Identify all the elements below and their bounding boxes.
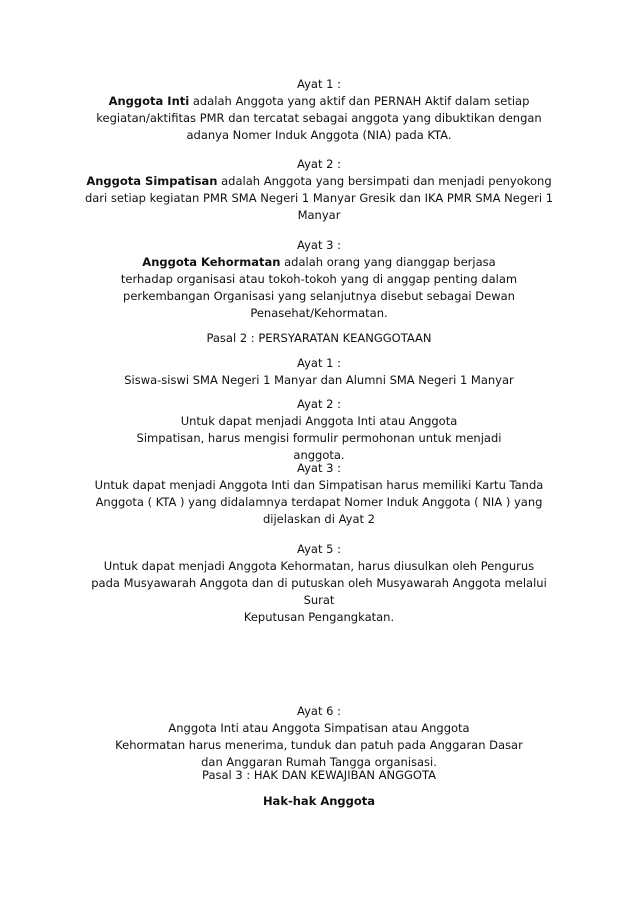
definition-line: Anggota Inti adalah Anggota yang aktif dan PERNAH Aktif dalam setiap [108, 94, 530, 108]
body-line: pada Musyawarah Anggota dan di putuskan oleh Musyawarah Anggota melalui [91, 576, 547, 590]
ayat-heading: Ayat 1 : [297, 77, 341, 91]
ayat-3-anggota-kehormatan [70, 237, 568, 322]
body-line: Anggota ( KTA ) yang didalamnya terdapat Nomer Induk Anggota ( NIA ) yang [95, 495, 543, 509]
pasal-3-title [70, 767, 568, 784]
pasal-2-ayat-1 [70, 355, 568, 389]
pasal-2-ayat-3 [66, 460, 572, 528]
pasal-2-ayat-6 [70, 703, 568, 771]
body-line: anggota. [293, 448, 345, 462]
pasal-2-ayat-2 [70, 396, 568, 464]
ayat-heading: Ayat 3 : [297, 461, 341, 475]
body-line: Untuk dapat menjadi Anggota Inti dan Simpatisan harus memiliki Kartu Tanda [94, 478, 544, 492]
pasal-heading: Pasal 3 : HAK DAN KEWAJIBAN ANGGOTA [202, 768, 436, 782]
pasal-2-ayat-5 [66, 541, 572, 626]
definition-line: Penasehat/Kehormatan. [250, 306, 388, 320]
body-line: Surat [303, 593, 335, 607]
defined-term: Anggota Simpatisan [86, 174, 218, 188]
ayat-heading: Ayat 6 : [297, 704, 341, 718]
pasal-2-title [70, 330, 568, 347]
definition-line: Anggota Kehormatan adalah orang yang dianggap berjasa [142, 255, 496, 269]
defined-term: Anggota Inti [108, 94, 190, 108]
body-line: Kehormatan harus menerima, tunduk dan patuh pada Anggaran Dasar [115, 738, 523, 752]
definition-line: dari setiap kegiatan PMR SMA Negeri 1 Manyar Gresik dan IKA PMR SMA Negeri 1 [84, 191, 554, 205]
body-line: Simpatisan, harus mengisi formulir permohonan untuk menjadi [136, 431, 502, 445]
ayat-heading: Ayat 1 : [297, 356, 341, 370]
hak-hak-anggota-heading [70, 793, 568, 810]
ayat-heading: Ayat 5 : [297, 542, 341, 556]
pasal-heading: Pasal 2 : PERSYARATAN KEANGGOTAAN [206, 331, 432, 345]
definition-line: adanya Nomer Induk Anggota (NIA) pada KTA. [186, 128, 452, 142]
body-line: dijelaskan di Ayat 2 [262, 512, 376, 526]
body-line: dan Anggaran Rumah Tangga organisasi. [201, 755, 437, 769]
ayat-heading: Ayat 3 : [297, 238, 341, 252]
body-line: Untuk dapat menjadi Anggota Kehormatan, harus diusulkan oleh Pengurus [103, 559, 535, 573]
subheading: Hak-hak Anggota [262, 794, 376, 808]
body-line: Siswa-siswi SMA Negeri 1 Manyar dan Alumni SMA Negeri 1 Manyar [124, 373, 514, 387]
definition-line: Manyar [297, 208, 341, 222]
ayat-heading: Ayat 2 : [297, 157, 341, 171]
definition-line: Anggota Simpatisan adalah Anggota yang bersimpati dan menjadi penyokong [86, 174, 552, 188]
ayat-1-anggota-inti [70, 76, 568, 144]
body-line: Keputusan Pengangkatan. [243, 610, 395, 624]
defined-term: Anggota Kehormatan [142, 255, 281, 269]
ayat-2-anggota-simpatisan [60, 156, 578, 224]
definition-line: terhadap organisasi atau tokoh-tokoh yang di anggap penting dalam [120, 272, 518, 286]
definition-line: perkembangan Organisasi yang selanjutnya disebut sebagai Dewan [123, 289, 515, 303]
body-line: Anggota Inti atau Anggota Simpatisan atau Anggota [168, 721, 470, 735]
ayat-heading: Ayat 2 : [297, 397, 341, 411]
definition-line: kegiatan/aktifitas PMR dan tercatat sebagai anggota yang dibuktikan dengan [96, 111, 542, 125]
body-line: Untuk dapat menjadi Anggota Inti atau Anggota [180, 414, 458, 428]
